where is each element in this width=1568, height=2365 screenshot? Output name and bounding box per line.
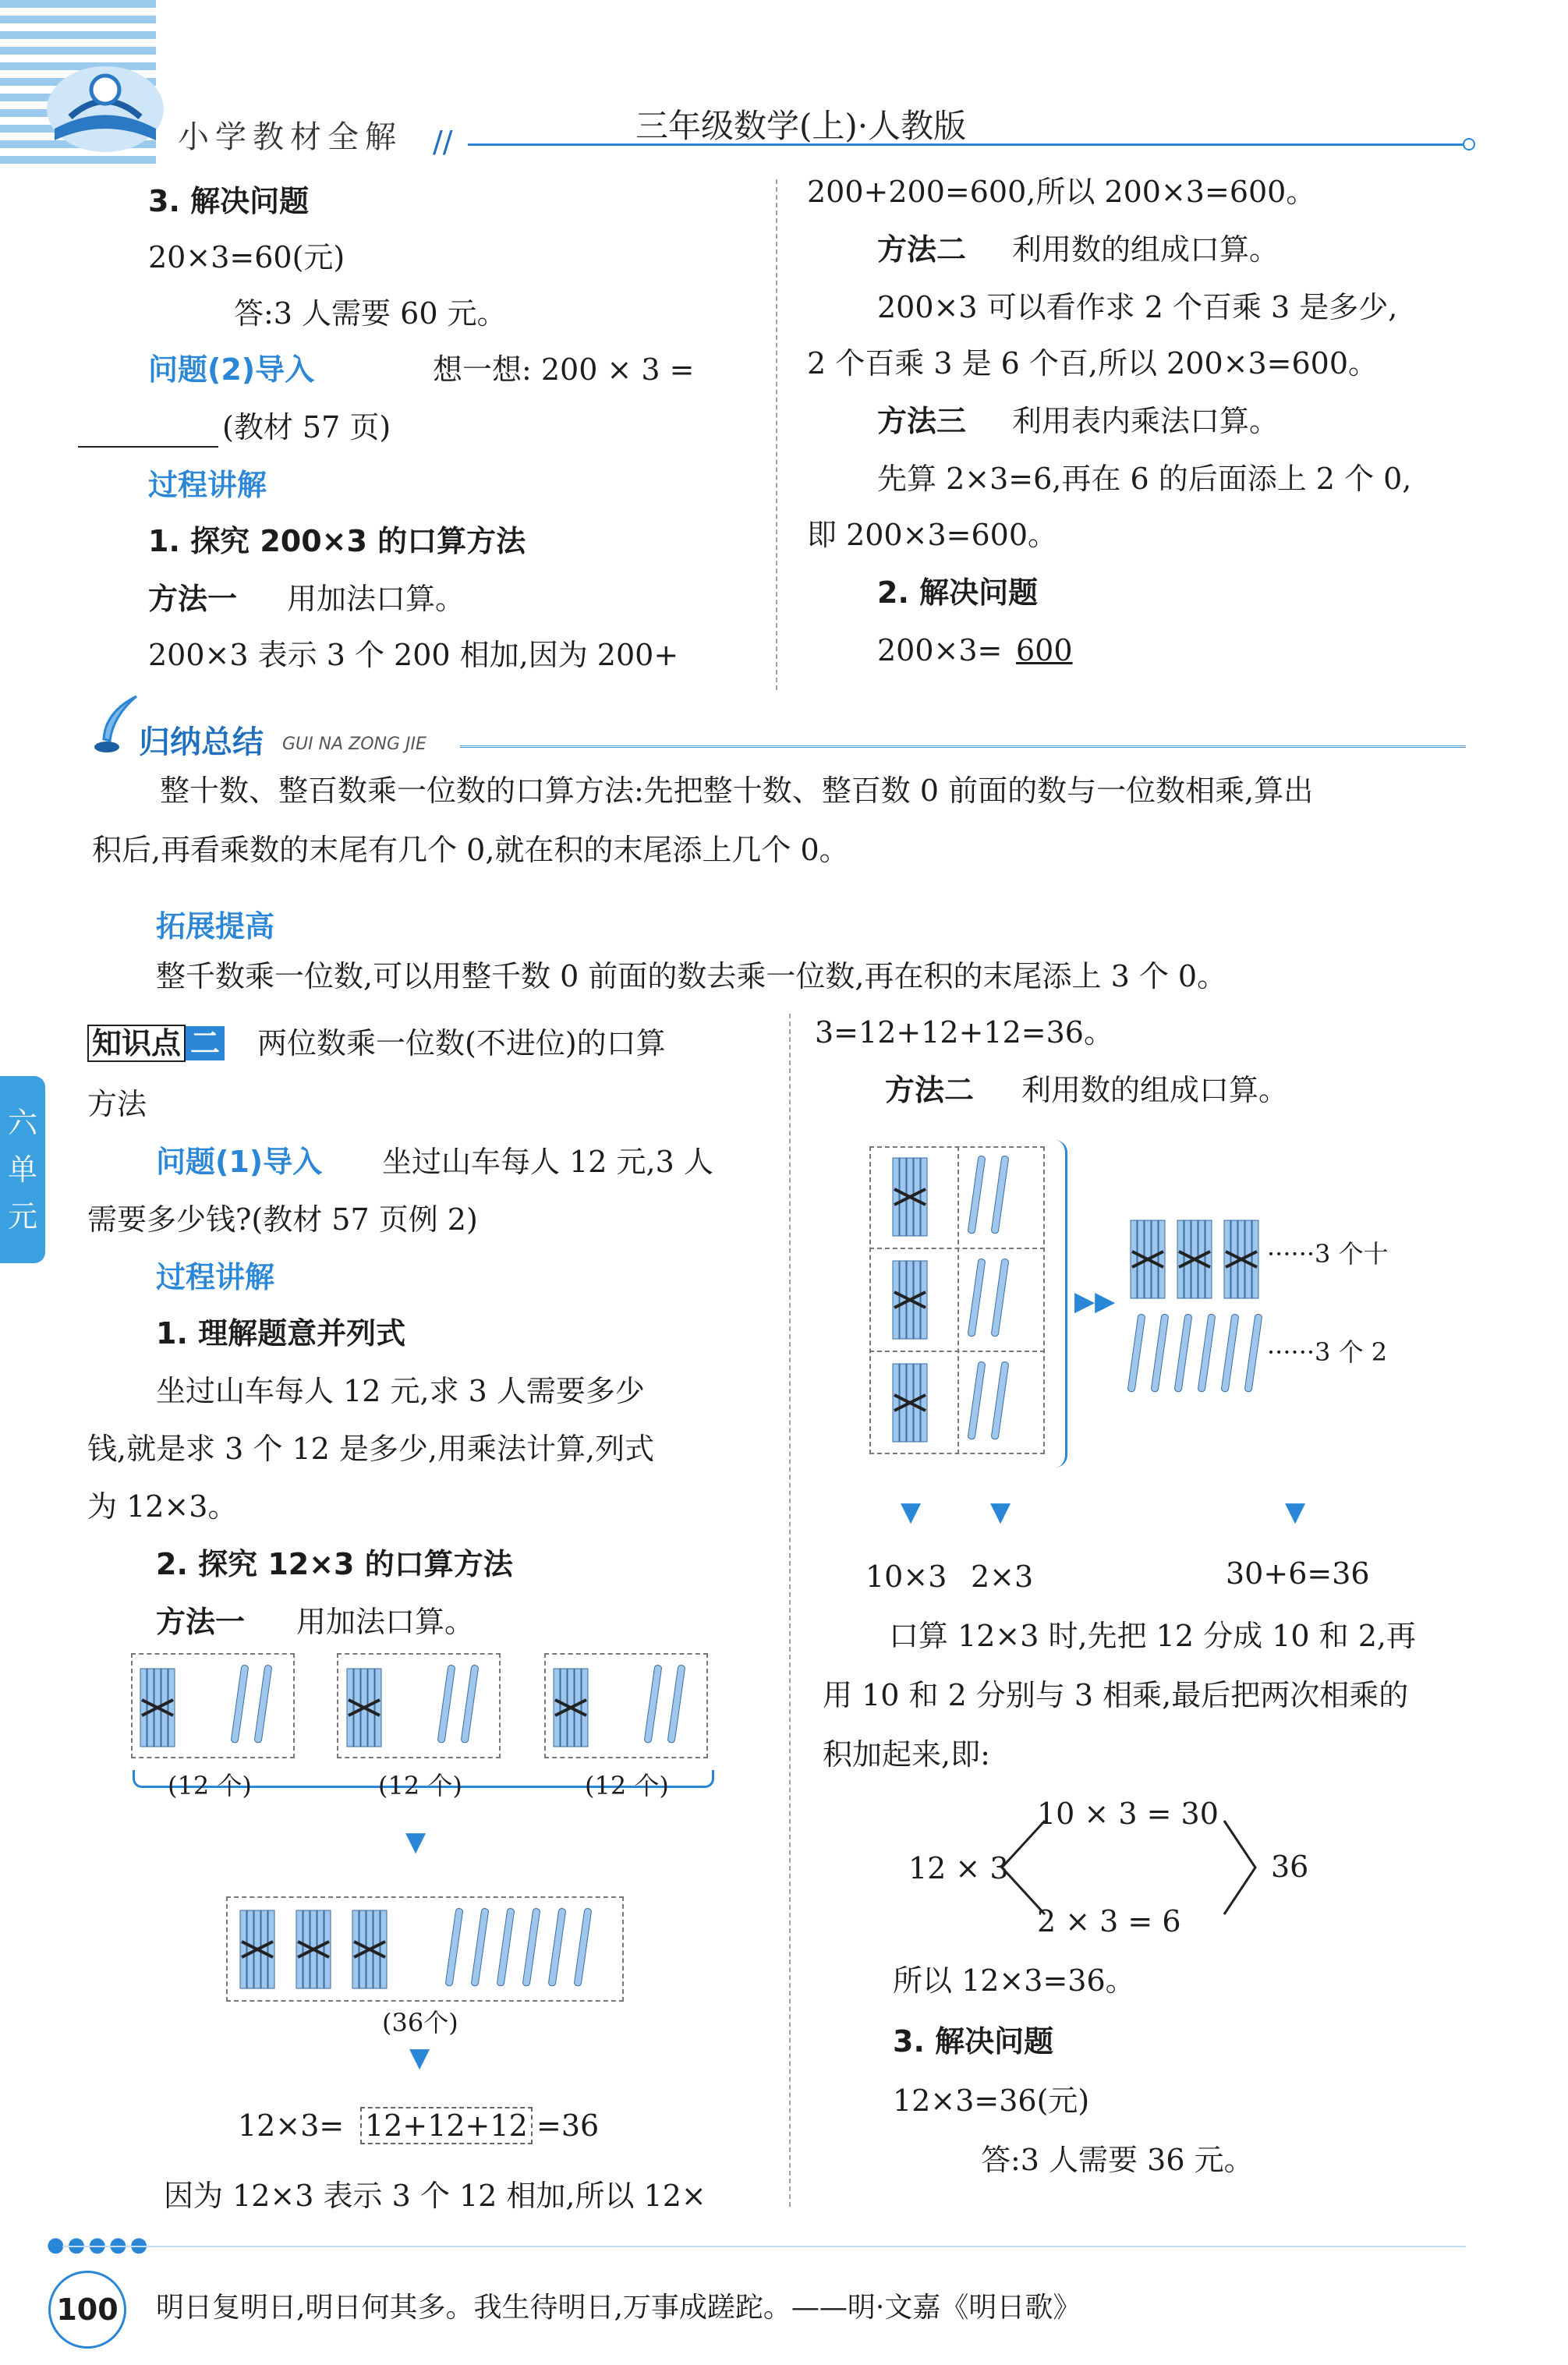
sec3-eq: 20×3=60(元) xyxy=(148,240,345,274)
grid-sticks-icon xyxy=(869,1146,1045,1454)
lb-last-line: 因为 12×3 表示 3 个 12 相加,所以 12× xyxy=(164,2179,706,2213)
summary-pinyin: GUI NA ZONG JIE xyxy=(282,735,427,754)
rt-m3-l1: 先算 2×3=6,再在 6 的后面添上 2 个 0, xyxy=(877,462,1412,496)
page-number: 100 xyxy=(56,2292,119,2327)
group-label: (12 个) xyxy=(168,1771,252,1800)
ones-note: ······3 个 2 xyxy=(1267,1337,1388,1367)
ext-title: 拓展提高 xyxy=(156,909,275,944)
rb-m2-label: 方法二 xyxy=(885,1073,975,1107)
q1-text: 坐过山车每人 12 元,3 人 xyxy=(382,1145,713,1179)
rb-p2: 用 10 和 2 分别与 3 相乘,最后把两次相乘的 xyxy=(823,1678,1409,1712)
rt-m2-label: 方法二 xyxy=(877,232,967,267)
rb-p1: 口算 12×3 时,先把 12 分成 10 和 2,再 xyxy=(889,1619,1416,1653)
calc-sum: 30+6=36 xyxy=(1226,1556,1370,1591)
quill-icon xyxy=(90,692,144,755)
q2-label: 问题(2)导入 xyxy=(148,352,315,387)
tens-bundles-icon xyxy=(1127,1213,1283,1306)
sec3-answer: 答:3 人需要 60 元。 xyxy=(234,296,507,331)
eq-part-c: =36 xyxy=(536,2108,600,2143)
q2-ref: (教材 57 页) xyxy=(222,410,391,444)
book-logo-icon xyxy=(39,55,172,156)
unit-side-tab xyxy=(0,1076,45,1263)
summary-title: 归纳总结 xyxy=(139,724,264,760)
rt-solve-eq-b: 600 xyxy=(1016,633,1073,667)
kp-title: 两位数乘一位数(不进位)的口算 xyxy=(257,1026,666,1060)
diagram-bottom: 2 × 3 = 6 xyxy=(1037,1904,1181,1938)
diagram-right: 36 xyxy=(1271,1850,1309,1884)
m1-label-top: 方法一 xyxy=(148,582,238,616)
rt-solve-title: 2. 解决问题 xyxy=(877,575,1039,610)
rt-solve-eq-a: 200×3= xyxy=(877,633,1003,667)
down-arrow-icon: ▼ xyxy=(409,2042,430,2073)
rt-m2-text: 利用数的组成口算。 xyxy=(1012,232,1280,267)
summary-rule xyxy=(460,745,1466,748)
header-rule-end xyxy=(1463,138,1475,150)
s1-l1: 坐过山车每人 12 元,求 3 人需要多少 xyxy=(156,1374,645,1408)
rb-m2-text: 利用数的组成口算。 xyxy=(1021,1073,1289,1107)
group-label: (12 个) xyxy=(378,1771,462,1800)
ext-text: 整千数乘一位数,可以用整千数 0 前面的数去乘一位数,再在积的末尾添上 3 个 0。 xyxy=(156,959,1227,993)
diagram-left: 12 × 3 xyxy=(908,1851,1009,1885)
down-arrow-icon: ▼ xyxy=(990,1496,1011,1528)
side-tab-char: 单 xyxy=(7,1152,37,1187)
double-arrow-icon: ▶▶ xyxy=(1074,1286,1116,1317)
knowledge-point-badge xyxy=(87,1025,225,1062)
header-slash: // xyxy=(433,125,453,159)
sec3-title: 3. 解决问题 xyxy=(148,184,310,218)
side-tab-char: 六 xyxy=(7,1106,37,1140)
diagram-brackets-icon xyxy=(998,1817,1271,1918)
down-arrow-icon: ▼ xyxy=(405,1826,427,1857)
rb-line1: 3=12+12+12=36。 xyxy=(815,1015,1113,1050)
s1-title: 1. 理解题意并列式 xyxy=(156,1316,406,1351)
kp-label: 知识点 xyxy=(87,1025,186,1062)
rt-m2-l1: 200×3 可以看作求 2 个百乘 3 是多少, xyxy=(877,290,1398,324)
s1-l3: 为 12×3。 xyxy=(87,1489,238,1524)
header-subtitle: 三年级数学(上)·人教版 xyxy=(635,107,967,145)
s1-l2: 钱,就是求 3 个 12 是多少,用乘法计算,列式 xyxy=(87,1432,655,1466)
rb-solve-title: 3. 解决问题 xyxy=(893,2024,1054,2059)
kp-number: 二 xyxy=(186,1026,225,1060)
column-divider-bottom xyxy=(789,1014,791,2207)
group-label: (12 个) xyxy=(585,1771,669,1800)
q2-text: 想一想: 200 × 3 = xyxy=(433,352,695,387)
rb-p3: 积加起来,即: xyxy=(823,1737,990,1772)
page-number-circle xyxy=(48,2271,126,2349)
total-label: (36个) xyxy=(382,2008,458,2038)
ones-sticks-icon xyxy=(1127,1314,1283,1400)
m1-label-bottom: 方法一 xyxy=(156,1605,246,1639)
process-title-top: 过程讲解 xyxy=(148,468,267,502)
m1-text-bottom: 用加法口算。 xyxy=(296,1605,475,1639)
process-title-bottom: 过程讲解 xyxy=(156,1260,275,1294)
eq-part-b: 12+12+12 xyxy=(360,2107,533,2144)
calc-tens: 10×3 xyxy=(865,1560,947,1594)
stick-bundles-icon xyxy=(125,1653,717,1762)
m1-text-top: 用加法口算。 xyxy=(287,582,465,616)
m1-line-top: 200×3 表示 3 个 200 相加,因为 200+ xyxy=(148,638,679,672)
rb-so: 所以 12×3=36。 xyxy=(893,1963,1135,1998)
summary-l1: 整十数、整百数乘一位数的口算方法:先把整十数、整百数 0 前面的数与一位数相乘,算出 xyxy=(160,774,1314,808)
rt-m3-l2: 即 200×3=600。 xyxy=(807,518,1057,552)
rb-solve-answer: 答:3 人需要 36 元。 xyxy=(981,2143,1254,2177)
total-sticks-icon xyxy=(226,1896,624,2002)
rt-m2-l2: 2 个百乘 3 是 6 个百,所以 200×3=600。 xyxy=(807,346,1379,381)
eq-part-a: 12×3= xyxy=(238,2108,345,2143)
q2-blank xyxy=(78,446,218,448)
header-series: 小学教材全解 xyxy=(178,119,402,155)
q1-text-2: 需要多少钱?(教材 57 页例 2) xyxy=(87,1202,478,1237)
rb-solve-eq: 12×3=36(元) xyxy=(893,2084,1090,2118)
kp-title-2: 方法 xyxy=(87,1087,147,1121)
footer-dots: ●●●●● xyxy=(47,2233,151,2257)
s2-title: 2. 探究 12×3 的口算方法 xyxy=(156,1547,513,1581)
down-arrow-icon: ▼ xyxy=(901,1496,922,1528)
footer-rule xyxy=(62,2246,1466,2247)
rt-m3-label: 方法三 xyxy=(877,404,967,438)
side-tab-char: 元 xyxy=(7,1199,37,1234)
grid-brace xyxy=(1053,1140,1067,1468)
tens-note: ······3 个十 xyxy=(1267,1239,1389,1269)
header-rule xyxy=(468,143,1466,146)
rt-m3-text: 利用表内乘法口算。 xyxy=(1012,404,1280,438)
footer-quote: 明日复明日,明日何其多。我生待明日,万事成蹉跎。——明·文嘉《明日歌》 xyxy=(156,2292,1081,2324)
diagram-top: 10 × 3 = 30 xyxy=(1037,1797,1219,1831)
explore-title: 1. 探究 200×3 的口算方法 xyxy=(148,524,526,558)
column-divider-top xyxy=(776,179,777,690)
rt-line1: 200+200=600,所以 200×3=600。 xyxy=(807,175,1316,209)
summary-l2: 积后,再看乘数的末尾有几个 0,就在积的末尾添上几个 0。 xyxy=(92,833,849,867)
down-arrow-icon: ▼ xyxy=(1285,1496,1306,1528)
calc-ones: 2×3 xyxy=(971,1560,1034,1594)
q1-label: 问题(1)导入 xyxy=(156,1145,323,1179)
